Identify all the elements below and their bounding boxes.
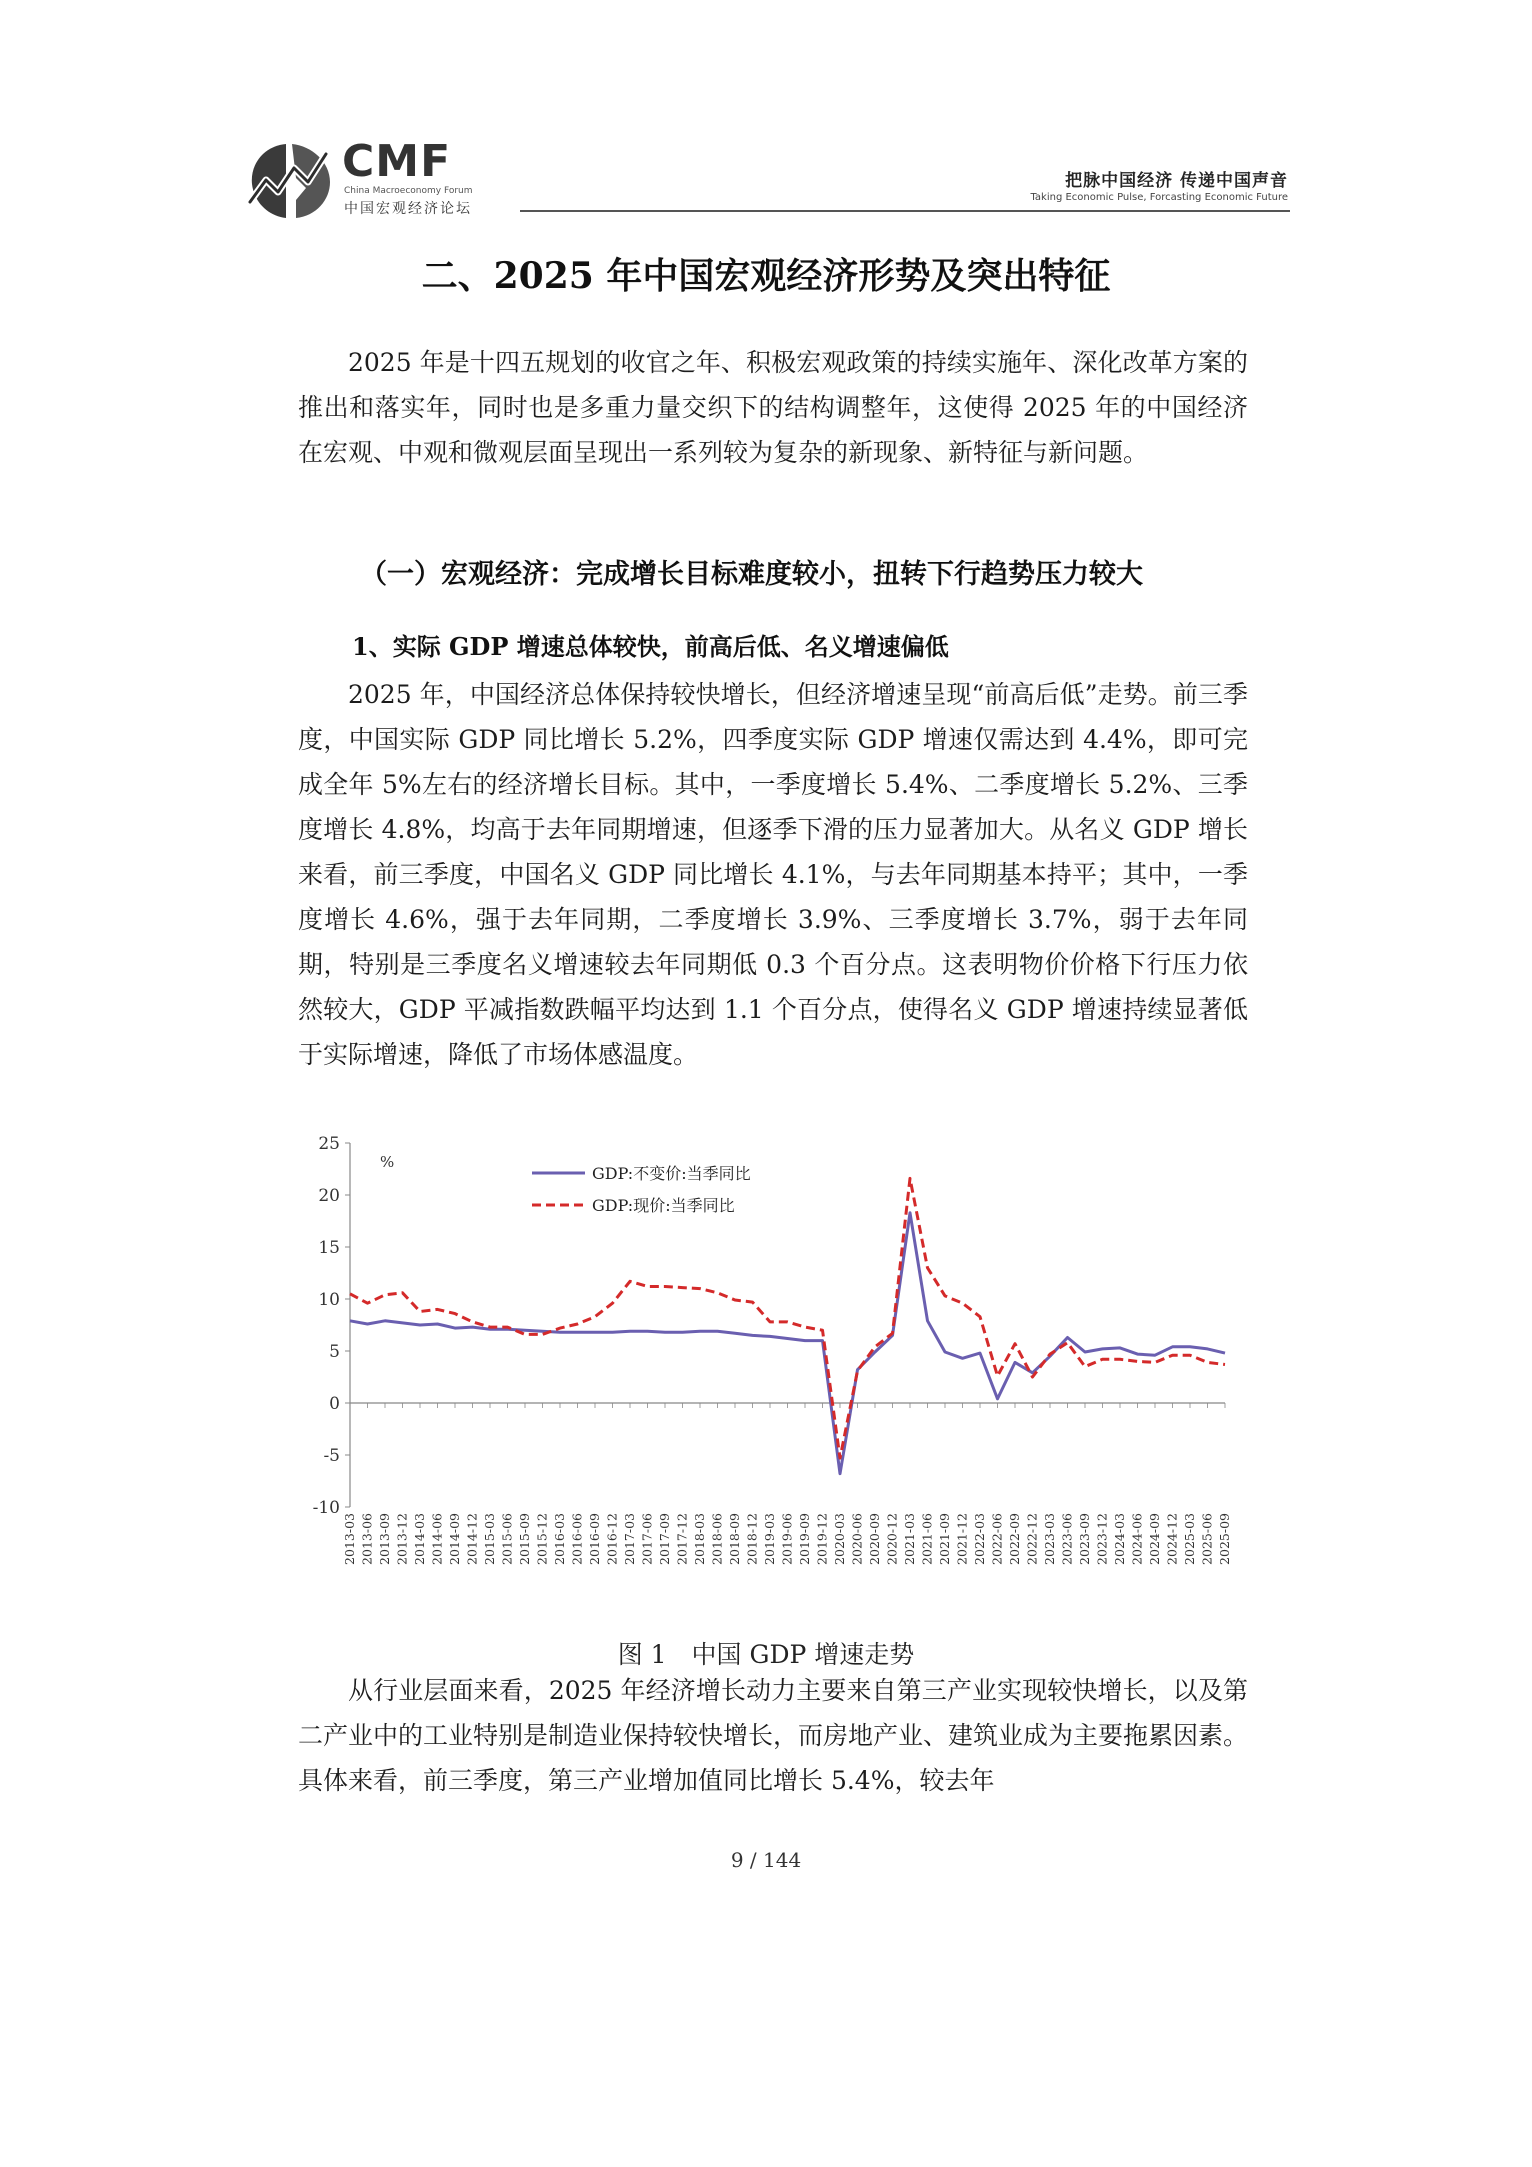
x-tick-label: 2016-09 (587, 1513, 602, 1565)
x-tick-label: 2019-03 (762, 1513, 777, 1565)
y-tick-label: -5 (323, 1446, 340, 1466)
x-tick-label: 2020-03 (832, 1513, 847, 1565)
gdp-growth-chart (300, 1135, 1240, 1635)
x-tick-label: 2020-12 (884, 1513, 900, 1565)
x-tick-label: 2016-06 (569, 1513, 585, 1565)
header-divider (520, 210, 1290, 212)
x-tick-label: 2023-12 (1094, 1513, 1110, 1565)
x-tick-label: 2021-06 (919, 1513, 935, 1565)
x-tick-label: 2018-12 (744, 1513, 760, 1565)
x-tick-label: 2024-06 (1129, 1513, 1145, 1565)
x-tick-label: 2025-03 (1182, 1513, 1197, 1565)
header-slogan-cn: 把脉中国经济 传递中国声音 (1065, 171, 1288, 191)
x-tick-label: 2022-09 (1007, 1513, 1022, 1565)
x-tick-label: 2015-09 (517, 1513, 532, 1565)
header-slogan-en: Taking Economic Pulse, Forcasting Economic Future (1030, 192, 1288, 203)
x-tick-label: 2022-03 (972, 1513, 987, 1565)
sub-subsection-title: 1、实际 GDP 增速总体较快，前高后低、名义增速偏低 (352, 632, 949, 661)
cmf-logo-icon (246, 140, 336, 220)
body-paragraph-1: 2025 年，中国经济总体保持较快增长，但经济增速呈现“前高后低”走势。前三季度，中国实际 GDP 同比增长 5.2%，四季度实际 GDP 增速仅需达到 4.4%，即可完成全年 5%左右的经济增长目标。其中，一季度增长 5.4%、二季度增长 5.2%、三季度增长 4.8%，均高于去年同期增速，但逐季下滑的压力显著加大。从名义 GDP 增长来看，前三季度，中国名义 GDP 同比增长 4.1%，与去年同期基本持平；其中，一季度增长 4.6%，强于去年同期，二季度增长 3.9%、三季度增长 3.7%，弱于去年同期，特别是三季度名义增速较去年同期低 0.3 个百分点。这表明物价价格下行压力依然较大，GDP 平减指数跌幅平均达到 1.1 个百分点，使得名义 GDP 增速持续显著低于实际增速，降低了市场体感温度。 (298, 680, 1248, 1069)
x-tick-label: 2013-12 (394, 1513, 410, 1565)
legend-label-1: GDP:不变价:当季同比 (592, 1164, 751, 1183)
y-tick-label: 25 (318, 1135, 340, 1154)
x-tick-label: 2013-09 (377, 1513, 392, 1565)
page-number: 9 / 144 (730, 1848, 802, 1872)
x-tick-label: 2019-12 (814, 1513, 830, 1565)
y-tick-label: 0 (329, 1394, 340, 1414)
x-tick-label: 2021-12 (954, 1513, 970, 1565)
x-tick-label: 2021-03 (902, 1513, 917, 1565)
x-tick-label: 2024-03 (1112, 1513, 1127, 1565)
x-tick-label: 2025-09 (1217, 1513, 1232, 1565)
body-paragraph-2: 从行业层面来看，2025 年经济增长动力主要来自第三产业实现较快增长，以及第二产业中的工业特别是制造业保持较快增长，而房地产业、建筑业成为主要拖累因素。具体来看，前三季度，第三产业增加值同比增长 5.4%，较去年 (298, 1676, 1249, 1795)
x-tick-label: 2023-06 (1059, 1513, 1075, 1565)
x-tick-label: 2017-06 (639, 1513, 655, 1565)
x-tick-label: 2014-03 (412, 1513, 427, 1565)
legend-label-2: GDP:现价:当季同比 (592, 1196, 735, 1215)
x-tick-label: 2021-09 (937, 1513, 952, 1565)
x-tick-label: 2017-09 (657, 1513, 672, 1565)
x-tick-label: 2024-09 (1147, 1513, 1162, 1565)
x-tick-label: 2016-03 (552, 1513, 567, 1565)
x-tick-label: 2018-06 (709, 1513, 725, 1565)
x-tick-label: 2018-09 (727, 1513, 742, 1565)
x-tick-label: 2023-09 (1077, 1513, 1092, 1565)
series-line-2 (350, 1178, 1225, 1458)
y-tick-label: 10 (318, 1290, 340, 1310)
series-line-1 (350, 1213, 1225, 1474)
x-tick-label: 2025-06 (1199, 1513, 1215, 1565)
x-tick-label: 2017-12 (674, 1513, 690, 1565)
x-tick-label: 2015-06 (499, 1513, 515, 1565)
x-tick-label: 2020-06 (849, 1513, 865, 1565)
x-tick-label: 2019-09 (797, 1513, 812, 1565)
x-tick-label: 2016-12 (604, 1513, 620, 1565)
x-tick-label: 2018-03 (692, 1513, 707, 1565)
x-tick-label: 2013-03 (342, 1513, 357, 1565)
page-header (240, 130, 1290, 220)
x-tick-label: 2017-03 (622, 1513, 637, 1565)
x-tick-label: 2024-12 (1164, 1513, 1180, 1565)
x-tick-label: 2014-12 (464, 1513, 480, 1565)
logo-subtitle-cn: 中国宏观经济论坛 (344, 201, 472, 217)
unit-label: % (380, 1153, 395, 1171)
x-tick-label: 2014-06 (429, 1513, 445, 1565)
y-tick-label: 15 (318, 1238, 340, 1258)
x-tick-label: 2015-12 (534, 1513, 550, 1565)
subsection-title: （一）宏观经济：完成增长目标难度较小，扭转下行趋势压力较大 (360, 559, 1143, 590)
x-tick-label: 2013-06 (359, 1513, 375, 1565)
logo-subtitle-en: China Macroeconomy Forum (344, 186, 473, 196)
x-tick-label: 2015-03 (482, 1513, 497, 1565)
section-title: 二、2025 年中国宏观经济形势及突出特征 (421, 255, 1111, 297)
x-tick-label: 2022-12 (1024, 1513, 1040, 1565)
x-tick-label: 2020-09 (867, 1513, 882, 1565)
y-tick-label: -10 (312, 1498, 340, 1518)
y-tick-label: 5 (329, 1342, 340, 1362)
x-tick-label: 2019-06 (779, 1513, 795, 1565)
intro-paragraph: 2025 年是十四五规划的收官之年、积极宏观政策的持续实施年、深化改革方案的推出和落实年，同时也是多重力量交织下的结构调整年，这使得 2025 年的中国经济在宏观、中观和微观层面呈现出一系列较为复杂的新现象、新特征与新问题。 (298, 348, 1248, 467)
x-tick-label: 2022-06 (989, 1513, 1005, 1565)
logo-title: CMF (342, 136, 452, 187)
x-tick-label: 2014-09 (447, 1513, 462, 1565)
gdp-growth-chart-svg (300, 1135, 1240, 1635)
x-tick-label: 2023-03 (1042, 1513, 1057, 1565)
figure-caption: 图 1 中国 GDP 增速走势 (617, 1640, 915, 1669)
y-tick-label: 20 (318, 1186, 340, 1206)
